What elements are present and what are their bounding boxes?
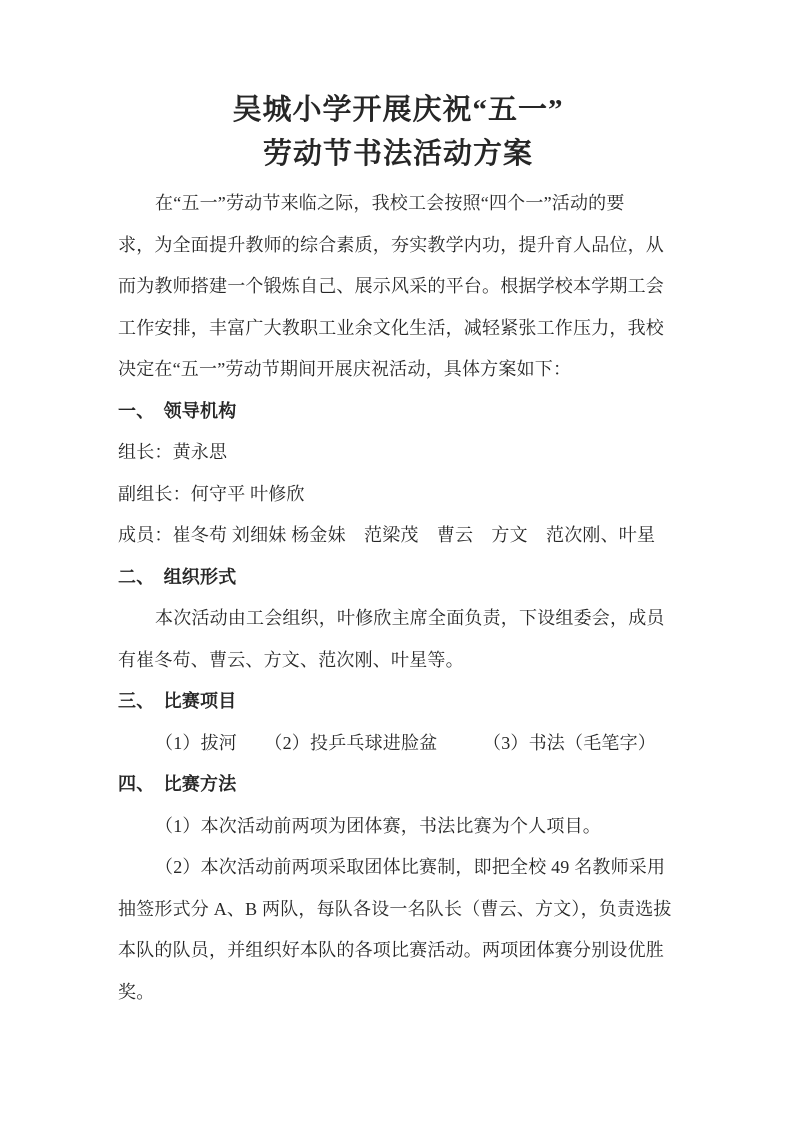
method-item-1-line: （1）本次活动前两项为团体赛，书法比赛为个人项目。 <box>155 815 601 836</box>
title-line-1: 吴城小学开展庆祝“五一” <box>232 94 564 126</box>
title-line-2: 劳动节书法活动方案 <box>262 138 533 170</box>
intro-paragraph-line: 决定在“五一”劳动节期间开展庆祝活动，具体方案如下： <box>118 359 572 379</box>
group-leader-line: 组长：黄永思 <box>118 442 228 462</box>
section-heading-events: 三、 比赛项目 <box>118 691 237 711</box>
method-item-2-line: 抽签形式分 A、B 两队，每队各设一名队长（曹云、方文），负责选拔 <box>118 898 672 919</box>
intro-paragraph-line: 在“五一”劳动节来临之际，我校工会按照“四个一”活动的要 <box>155 193 625 213</box>
intro-paragraph-line: 工作安排，丰富广大教职工业余文化生活，减轻紧张工作压力，我校 <box>118 317 664 338</box>
method-item-2-line: （2）本次活动前两项采取团体比赛制，即把全校 49 名教师采用 <box>155 857 666 877</box>
intro-paragraph-line: 而为教师搭建一个锻炼自己、展示风采的平台。根据学校本学期工会 <box>118 276 664 296</box>
document-title <box>118 88 678 176</box>
organization-paragraph-line: 本次活动由工会组织，叶修欣主席全面负责，下设组委会，成员 <box>155 608 665 628</box>
members-line: 成员：崔冬苟 刘细妹 杨金妹 范梁茂 曹云 方文 范次刚、叶星 <box>118 525 656 545</box>
organization-paragraph-line: 有崔冬苟、曹云、方文、范次刚、叶星等。 <box>118 649 464 670</box>
section-heading-leadership: 一、 领导机构 <box>118 400 237 421</box>
document-body <box>118 183 680 1013</box>
method-item-2-line: 奖。 <box>118 981 155 1002</box>
deputy-leaders-line: 副组长：何守平 叶修欣 <box>118 483 305 504</box>
events-list-line: （1）拔河 （2）投乒乓球进脸盆 （3）书法（毛笔字） <box>155 732 656 753</box>
section-heading-method: 四、 比赛方法 <box>118 774 237 794</box>
intro-paragraph-line: 求，为全面提升教师的综合素质，夯实教学内功，提升育人品位，从 <box>118 234 664 255</box>
section-heading-organization: 二、 组织形式 <box>118 566 237 587</box>
method-item-2-line: 本队的队员，并组织好本队的各项比赛活动。两项团体赛分别设优胜 <box>118 940 664 960</box>
